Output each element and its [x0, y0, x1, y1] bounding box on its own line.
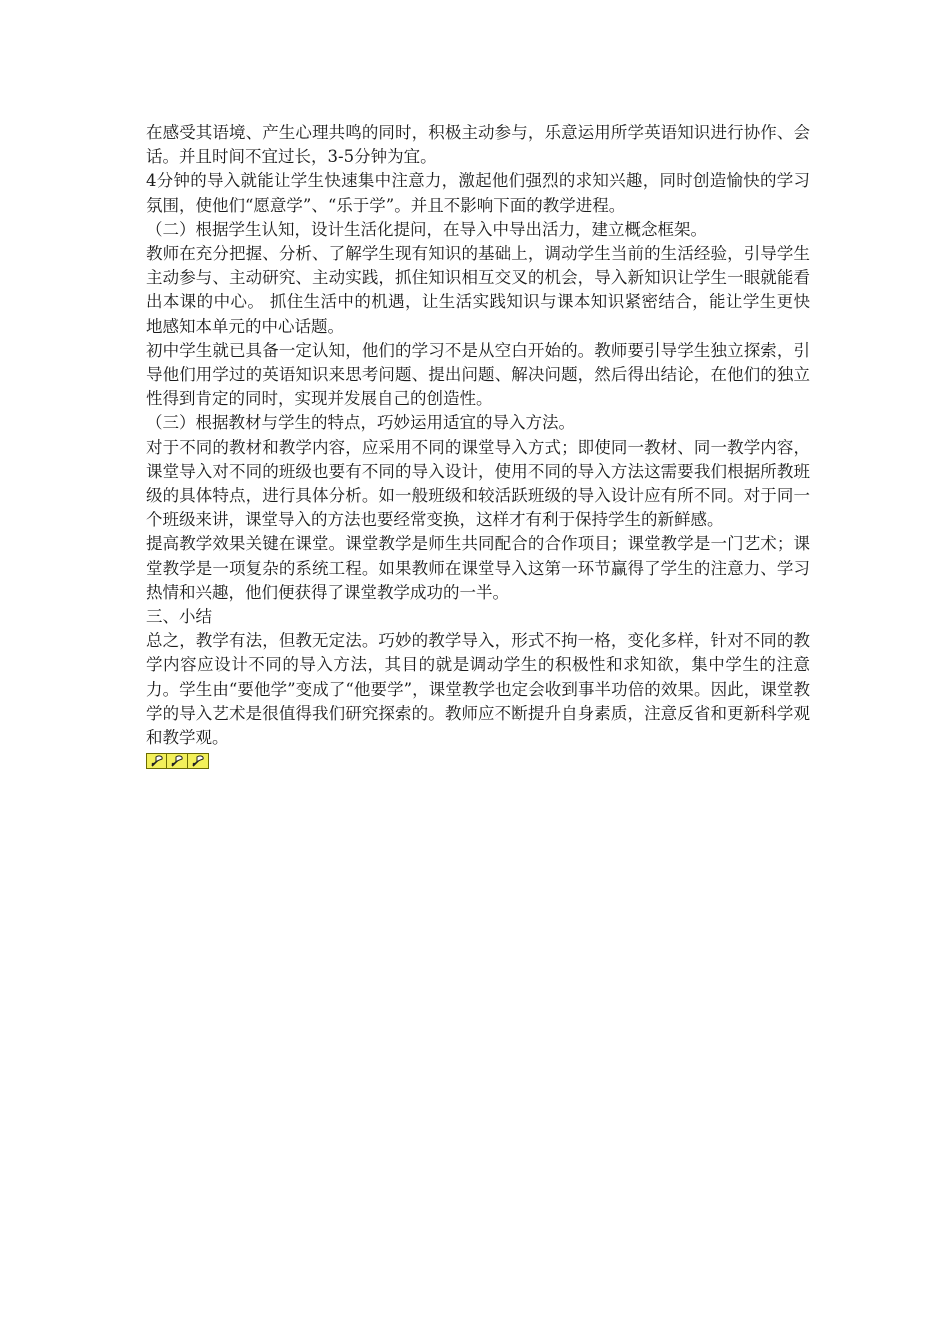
summary-heading: 三、小结	[146, 607, 212, 627]
icon-strip	[146, 753, 810, 769]
quill-icon	[146, 753, 167, 769]
quill-icon	[188, 753, 209, 769]
section-heading-2: （二）根据学生认知，设计生活化提问，在导入中导出活力，建立概念框架。	[146, 219, 707, 239]
paragraph-1: 在感受其语境、产生心理共鸣的同时，积极主动参与，乐意运用所学英语知识进行协作、会话。并且时间不宜过长，3-5分钟为宜。	[146, 123, 810, 167]
paragraph-6: 提高教学效果关键在课堂。课堂教学是师生共同配合的合作项目；课堂教学是一门艺术；课堂教学是一项复杂的系统工程。如果教师在课堂导入这第一环节赢得了学生的注意力、学习热情和兴趣，他们便获得了课堂教学成功的一半。	[146, 534, 810, 602]
paragraph-4: 初中学生就已具备一定认知，他们的学习不是从空白开始的。教师要引导学生独立探索，引导他们用学过的英语知识来思考问题、提出问题、解决问题，然后得出结论，在他们的独立性得到肯定的同时，实现并发展自己的创造性。	[146, 340, 810, 409]
document-body	[146, 121, 810, 769]
section-heading-3: （三）根据教材与学生的特点，巧妙运用适宜的导入方法。	[146, 413, 575, 433]
paragraph-2: 4分钟的导入就能让学生快速集中注意力，激起他们强烈的求知兴趣，同时创造愉快的学习氛围，使他们“愿意学”、“乐于学”。并且不影响下面的教学进程。	[146, 171, 810, 215]
paragraph-5: 对于不同的教材和教学内容，应采用不同的课堂导入方式；即使同一教材、同一教学内容，课堂导入对不同的班级也要有不同的导入设计，使用不同的导入方法这需要我们根据所教班级的具体特点，进行具体分析。如一般班级和较活跃班级的导入设计应有所不同。对于同一个班级来讲，课堂导入的方法也要经常变换，这样才有利于保持学生的新鲜感。	[146, 437, 810, 530]
summary-paragraph: 总之，教学有法，但教无定法。巧妙的教学导入，形式不拘一格，变化多样，针对不同的教学内容应设计不同的导入方法，其目的就是调动学生的积极性和求知欲，集中学生的注意力。学生由“要他学”变成了“他要学”，课堂教学也定会收到事半功倍的效果。因此，课堂教学的导入艺术是很值得我们研究探索的。教师应不断提升自身素质，注意反省和更新科学观和教学观。	[146, 631, 810, 748]
paragraph-3: 教师在充分把握、分析、了解学生现有知识的基础上，调动学生当前的生活经验，引导学生主动参与、主动研究、主动实践，抓住知识相互交叉的机会，导入新知识让学生一眼就能看出本课的中心。 抓住生活中的机遇，让生活实践知识与课本知识紧密结合，能让学生更快地感知本单元的中心话题。	[146, 244, 810, 336]
quill-icon	[167, 753, 188, 769]
